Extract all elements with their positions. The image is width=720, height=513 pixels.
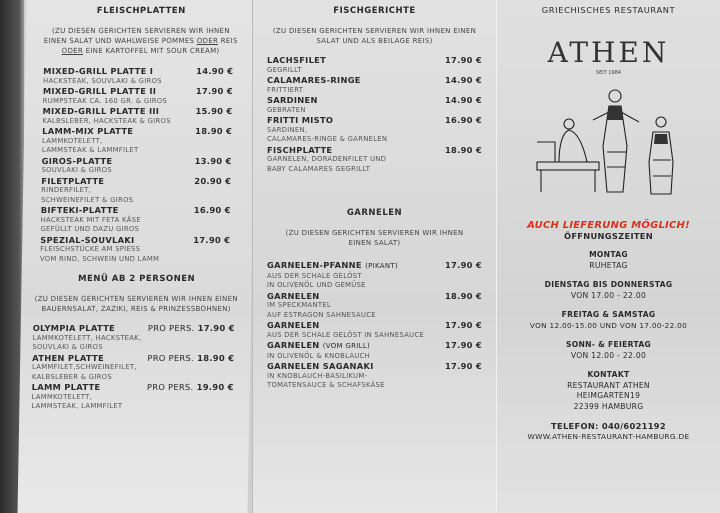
item-description: RINDERFILET, [41,186,92,194]
menu-item [267,320,482,340]
item-description: KALBSLEBER, HACKSTEAK & GIROS [42,116,171,125]
item-name [267,115,333,126]
greek-illustration [529,82,689,200]
item-price [445,75,482,86]
menu-item [267,115,482,145]
website-link[interactable]: WWW.ATHEN-RESTAURANT-HAMBURG.DE [527,431,690,441]
item-row [267,115,482,126]
item-row [267,260,482,272]
item-price [147,353,234,364]
item-name [267,75,361,86]
price-value: 16.90 € [193,205,231,215]
item-name [267,340,370,352]
item-name [267,55,326,66]
menu-item [267,260,482,291]
menu-item [41,176,232,206]
item-description: LAMMKOTELETT, [31,392,93,401]
price-value: 17.90 € [444,361,482,371]
item-name [43,86,157,97]
item-description: HACKSTEAK MIT FETA KÄSE [40,215,141,224]
fleisch-list [30,66,247,264]
item-row [42,126,232,137]
item-row [267,75,482,86]
item-price [445,291,482,302]
item-title: GARNELEN [267,320,320,330]
item-title: FISCHPLATTE [267,144,333,155]
item-name [267,361,374,372]
price-value: 20.90 € [194,175,232,186]
price-value: 13.90 € [194,155,232,166]
hours-entry [501,340,716,361]
menu-item [41,156,231,176]
item-title: GARNELEN-PFANNE [267,260,362,270]
since-label: SEIT 1984 [595,69,622,76]
item-extra: (VOM GRILL) [322,342,371,350]
item-name [267,260,398,272]
item-price [194,176,231,187]
item-price [194,205,231,216]
item-row [267,361,482,372]
section-title: MENÜ AB 2 PERSONEN [77,274,196,284]
item-title: CALAMARES-RINGE [267,75,361,85]
contact-title: KONTAKT [587,370,630,379]
item-name [42,126,133,137]
contact-line: 22399 HAMBURG [573,401,644,411]
item-row [40,235,230,246]
item-description: IN OLIVENÖL UND GEMÜSE [267,281,366,289]
section-note: (ZU DIESEN GERICHTEN SERVIEREN WIR IHNEN EINEN SALAT UND ALS BEILAGE REIS) [272,27,477,45]
menu-item [32,353,235,383]
item-description: LAMMFILET,SCHWEINEFILET, [32,363,137,371]
menu-item [32,323,235,353]
item-extra: (PIKANT) [365,262,398,270]
item-price [195,156,232,167]
menu-item [40,235,231,265]
item-description: GEGRILLT [267,65,302,74]
item-name [41,205,119,216]
item-title: LAMM PLATTE [31,382,101,392]
item-description: CALAMARES-RINGE & GARNELEN [267,135,388,143]
item-title: GARNELEN [267,340,320,350]
item-description: LAMMSTEAK & LAMMFILET [41,146,139,154]
item-name [42,106,159,117]
hours-title: ÖFFNUNGSZEITEN [563,230,654,241]
item-price [195,106,232,117]
contact-address [501,381,716,413]
item-title: GIROS-PLATTE [41,155,113,166]
item-title: LACHSFILET [267,55,327,65]
menu-item [43,66,233,86]
item-description: VOM RIND, SCHWEIN UND LAMM [39,254,160,263]
item-description: FRITTIERT [267,85,304,94]
per-person-label: PRO PERS. [146,382,194,392]
menu-item [42,106,232,126]
menu-list [27,323,243,412]
item-description: GEFÜLLT UND DAZU GIROS [40,225,140,233]
item-row [41,176,231,187]
menu-item [267,361,482,391]
item-description: GEBRATEN [267,105,306,114]
item-description: SCHWEINEFILET & GIROS [40,195,134,204]
item-description: SARDINEN, [267,125,308,134]
item-title: LAMM-MIX PLATTE [42,126,134,136]
item-name [267,145,332,156]
item-description: LAMMSTEAK, LAMMFILET [31,402,123,410]
price-value: 14.90 € [444,95,482,105]
item-description: HACKSTEAK, SOUVLAKI & GIROS [43,76,162,85]
item-description: FLEISCHSTÜCKE AM SPIESS [40,245,141,253]
item-title: MIXED-GRILL PLATTE I [43,66,154,76]
item-price [445,320,482,331]
item-description: SOUVLAKI & GIROS [41,166,113,174]
menu-item [42,126,233,156]
price-value: 18.90 € [444,144,482,155]
price-value: 15.90 € [195,106,233,116]
section-note: (ZU DIESEN GERICHTEN SERVIEREN WIR IHNEN EINEN SALAT) [285,229,464,247]
item-price [196,66,233,77]
per-person-label: PRO PERS. [147,352,195,363]
menu-item [31,382,234,412]
item-description: RUMPSTEAK CA. 160 GR. & GIROS [42,96,168,105]
item-name [41,176,104,187]
opening-hours [501,250,716,361]
panel-info [496,0,720,513]
item-name [267,291,320,302]
menu-item [40,205,231,235]
item-price [195,126,232,137]
item-price [147,382,234,393]
price-value: 17.90 € [444,55,482,65]
item-description: BABY CALAMARES GEGRILLT [267,164,371,173]
section-title: GARNELEN [346,208,403,218]
section-note: (ZU DIESEN GERICHTEN SERVIEREN WIR IHNEN EINEN SALAT UND WAHLWEISE POMMES ODER REIS ODER EINE KARTOFFEL MIT SOUR CREAM) [43,27,238,55]
item-title: ATHEN PLATTE [32,352,105,363]
hours-time: VON 12.00 - 22.00 [570,350,647,360]
item-row [43,86,233,97]
price-value: 18.90 € [197,352,235,363]
item-row [42,156,232,167]
item-price [445,115,482,126]
panel-fleischplatten [18,0,257,513]
item-name [33,323,115,334]
item-title: BIFTEKI-PLATTE [40,205,119,215]
price-value: 17.90 € [444,260,482,270]
item-row [267,320,482,331]
item-row [267,145,482,156]
item-price [196,86,233,97]
contact-line: RESTAURANT ATHEN [567,380,650,390]
item-title: SARDINEN [267,95,318,105]
item-row [267,340,482,352]
item-description: AUF ESTRAGON SAHNESAUCE [267,310,376,319]
item-price [148,323,235,334]
price-value: 17.90 € [195,86,233,96]
item-description: AUS DER SCHALE GELÖST [267,271,362,280]
delivery-notice: AUCH LIEFERUNG MÖGLICH! [527,219,690,231]
item-name [267,320,320,331]
restaurant-subtitle: GRIECHISCHES RESTAURANT [541,5,676,15]
athen-logo: ATHEN [547,35,670,69]
fisch-list [261,55,488,174]
item-description: IN KNOBLAUCH-BASILIKUM- [267,371,368,380]
price-value: 19.90 € [196,382,234,392]
item-description: AUS DER SCHALE GELÖST IN SAHNESAUCE [267,330,425,339]
item-description: IN OLIVENÖL & KNOBLAUCH [267,351,371,360]
section-title: FLEISCHPLATTEN [96,6,186,16]
item-name [32,353,104,364]
contact-line: HEIMGARTEN19 [576,391,641,400]
item-title: GARNELEN [267,290,320,301]
menu-item [267,145,482,175]
item-row [267,95,482,106]
item-price [193,235,230,246]
price-value: 17.90 € [444,340,482,350]
item-title: MIXED-GRILL PLATTE III [42,106,160,116]
item-name [32,382,101,393]
item-title: SPEZIAL-SOUVLAKI [40,234,135,245]
menu-item [267,340,482,361]
hours-day: MONTAG [589,250,628,259]
item-row [32,382,234,393]
section-note: (ZU DIESEN GERICHTEN SERVIEREN WIR IHNEN EINEN BAUERNSALAT, ZAZIKI, REIS & PRINZESSBOHNEN) [34,295,238,313]
phone-number: TELEFON: 040/6021192 [551,421,666,431]
item-row [33,323,235,334]
item-description: TOMATENSAUCE & SCHAFSKÄSE [267,381,385,389]
hours-entry [501,310,716,331]
price-value: 18.90 € [195,126,233,136]
price-value: 16.90 € [444,115,482,125]
item-row [43,66,233,77]
panel-fisch [252,0,496,513]
hours-day: DIENSTAG BIS DONNERSTAG [544,280,673,289]
price-value: 17.90 € [193,234,231,245]
item-name [42,156,113,167]
per-person-label: PRO PERS. [147,323,195,333]
item-price [445,55,482,66]
item-row [267,55,482,66]
price-value: 14.90 € [444,75,482,85]
item-price [445,340,482,352]
item-price [445,95,482,106]
hours-day: SONN- & FEIERTAG [565,340,652,349]
item-title: GARNELEN SAGANAKI [267,361,374,371]
garnelen-list [261,260,488,391]
item-price [445,260,482,272]
item-row [32,353,234,364]
price-value: 17.90 € [197,323,235,333]
item-description: SOUVLAKI & GIROS [32,343,103,351]
hours-entry [501,280,716,301]
item-title: OLYMPIA PLATTE [32,323,116,333]
price-value: 17.90 € [444,320,482,330]
hours-time: RUHETAG [589,260,628,270]
price-value: 18.90 € [444,290,482,301]
item-description: KALBSLEBER & GIROS [31,372,113,381]
hours-time: VON 17.00 - 22.00 [570,290,647,300]
item-row [41,205,231,216]
price-value: 14.90 € [196,66,234,76]
item-description: LAMMKOTELETT, [41,136,103,145]
item-name [43,66,153,77]
item-description: GARNELEN, DORADENFILET UND [267,155,387,163]
item-description: IM SPECKMANTEL [267,301,331,309]
hours-day: FREITAG & SAMSTAG [561,310,656,319]
hours-time: VON 12.00-15.00 UND VON 17.00-22.00 [529,320,688,330]
item-name [40,235,134,246]
menu-item [267,95,482,115]
item-title: FILETPLATTE [41,175,105,186]
menu-item [43,86,233,106]
item-price [445,361,482,372]
menu-item [267,55,482,75]
item-name [267,95,318,106]
item-title: MIXED-GRILL PLATTE II [42,86,157,96]
item-title: FRITTI MISTO [267,115,334,125]
item-description: LAMMKOTELETT, HACKSTEAK, [32,333,142,342]
menu-item [267,75,482,95]
item-price [445,145,482,156]
item-row [267,291,482,302]
menu-item [267,291,482,321]
section-title: FISCHGERICHTE [333,6,416,16]
item-row [42,106,232,117]
hours-entry [501,250,716,271]
